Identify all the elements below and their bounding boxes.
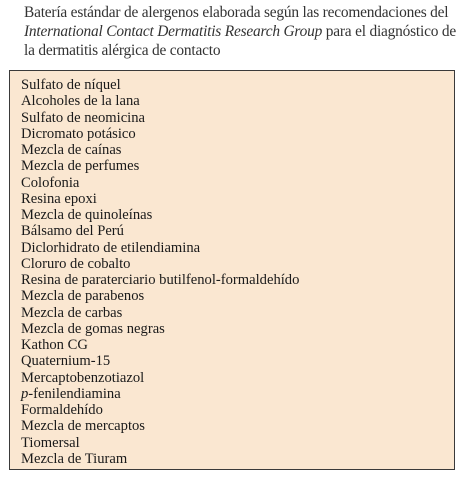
allergen-item: p-fenilendiamina <box>21 385 121 402</box>
italic-prefix: p <box>21 385 29 402</box>
caption-text-end: para el diagnóstico de la dermatitis alérgica de contacto <box>24 23 456 60</box>
allergen-item: Diclorhidrato de etilendiamina <box>21 239 201 256</box>
allergen-item: Kathon CG <box>21 337 88 353</box>
allergen-item: Tiomersal <box>21 434 80 451</box>
allergen-item: Mezcla de quinoleínas <box>21 207 153 223</box>
allergen-list-box <box>9 70 455 470</box>
allergen-item: Sulfato de neomicina <box>21 109 146 126</box>
allergen-item: Alcoholes de la lana <box>21 93 140 110</box>
allergen-item: Mezcla de Tiuram <box>21 450 128 467</box>
caption-text-start: Batería estándar de alergenos elaborada según las recomendaciones del <box>24 4 449 21</box>
allergen-item: Mezcla de parabenos <box>21 288 145 305</box>
allergen-item: Resina de paraterciario butilfenol-formaldehído <box>21 272 300 288</box>
table-caption <box>24 3 459 61</box>
allergen-item: Sulfato de níquel <box>21 77 121 93</box>
allergen-item: Mezcla de perfumes <box>21 158 140 175</box>
allergen-item: Mezcla de mercaptos <box>21 418 145 435</box>
allergen-list <box>21 77 454 467</box>
caption-italic-group-name: International Contact Dermatitis Research Group <box>24 23 323 41</box>
allergen-item: Formaldehído <box>21 402 103 418</box>
allergen-item: Quaternium-15 <box>21 353 111 370</box>
allergen-item: Resina epoxi <box>21 190 97 207</box>
allergen-item: Mezcla de gomas negras <box>21 320 165 337</box>
allergen-item: Cloruro de cobalto <box>21 255 131 272</box>
allergen-item: Bálsamo del Perú <box>21 223 124 240</box>
allergen-item: Mercaptobenzotiazol <box>21 369 145 386</box>
allergen-item: Dicromato potásico <box>21 125 136 142</box>
allergen-item: Mezcla de carbas <box>21 304 123 321</box>
allergen-item: Colofonia <box>21 174 80 191</box>
allergen-item: Mezcla de caínas <box>21 142 122 158</box>
